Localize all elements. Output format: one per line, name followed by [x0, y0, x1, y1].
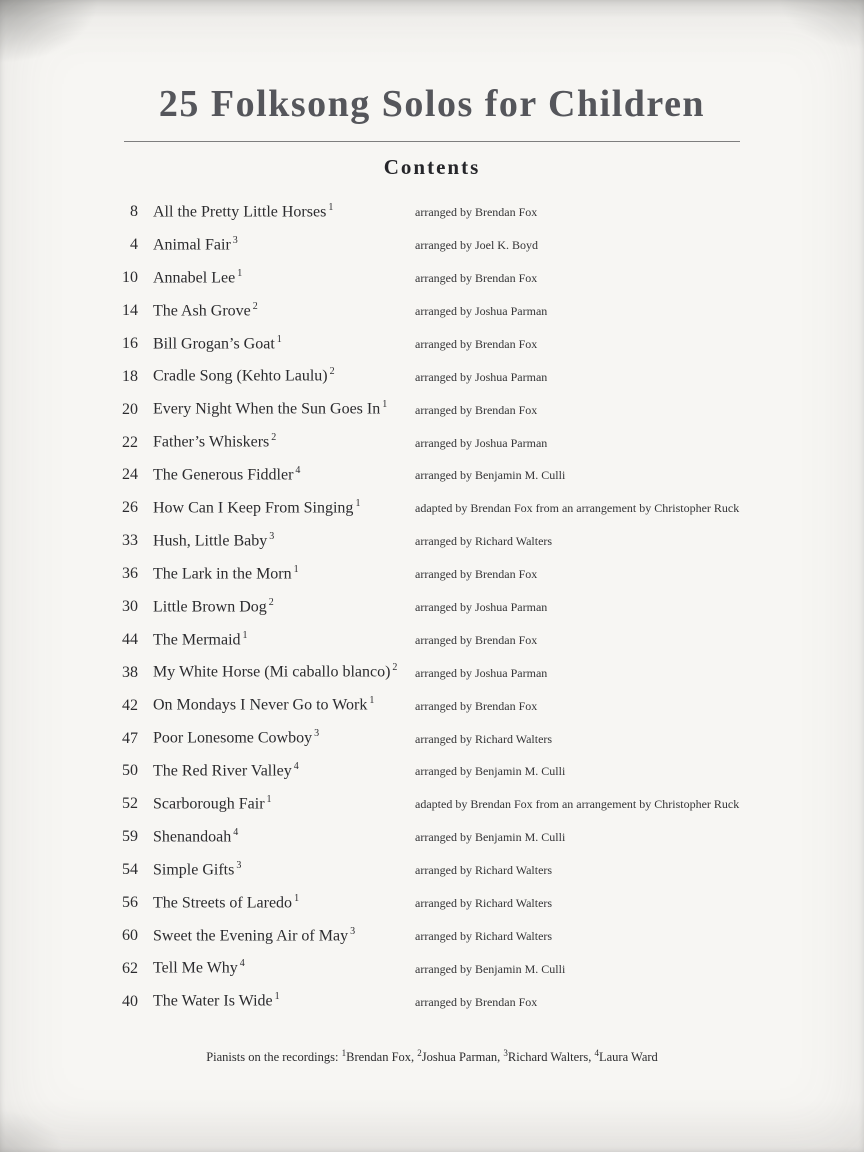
pianist-marker: 1 — [242, 629, 248, 641]
song-title-text: The Mermaid — [153, 630, 241, 648]
arranger-credit: arranged by Benjamin M. Culli — [415, 764, 566, 779]
song-title — [153, 268, 415, 287]
song-title — [153, 794, 415, 813]
arranger-credit: arranged by Brendan Fox — [415, 994, 538, 1009]
page-number: 52 — [122, 795, 138, 813]
song-title — [153, 827, 415, 846]
toc-entry — [92, 827, 804, 860]
song-title-text: Poor Lonesome Cowboy — [153, 729, 313, 747]
pianists-list — [342, 1050, 658, 1064]
page-number: 24 — [122, 466, 138, 484]
page-number: 44 — [122, 630, 138, 648]
song-title-text: The Red River Valley — [153, 762, 292, 780]
pianist-marker: 2 — [271, 432, 277, 444]
song-title-text: My White Horse (Mi caballo blanco) — [153, 663, 391, 681]
toc-entry — [92, 432, 804, 465]
arranger-credit: arranged by Joshua Parman — [415, 665, 548, 680]
song-title-text: Tell Me Why — [153, 959, 238, 977]
toc-entry — [92, 564, 804, 597]
song-title — [153, 991, 415, 1010]
page-number: 62 — [122, 959, 138, 977]
arranger-credit: arranged by Brendan Fox — [415, 205, 538, 220]
pianist-marker: 1 — [266, 794, 272, 806]
arranger-credit: arranged by Joshua Parman — [415, 435, 548, 450]
song-title-text: Father’s Whiskers — [153, 433, 270, 451]
toc-entry — [92, 893, 804, 926]
song-title-text: The Ash Grove — [153, 302, 251, 319]
song-title-text: The Generous Fiddler — [153, 466, 294, 484]
arranger-credit: adapted by Brendan Fox from an arrangement by Christopher Ruck — [415, 797, 740, 812]
song-title — [153, 926, 415, 945]
song-title — [153, 399, 415, 418]
page-number: 26 — [122, 499, 138, 517]
toc-entry — [92, 465, 804, 498]
toc-entry — [92, 498, 804, 531]
arranger-credit: arranged by Brendan Fox — [415, 336, 538, 351]
pianist-marker: 1 — [294, 892, 300, 904]
page-number: 47 — [122, 729, 138, 747]
arranger-credit: arranged by Benjamin M. Culli — [415, 961, 566, 976]
song-title — [153, 597, 415, 616]
toc-entry — [92, 695, 804, 728]
song-title — [153, 761, 415, 780]
song-title-text: Hush, Little Baby — [153, 532, 268, 550]
pianist-marker: 1 — [382, 399, 388, 411]
toc-entry — [92, 399, 804, 432]
song-title-text: Annabel Lee — [153, 269, 236, 287]
arranger-credit: arranged by Benjamin M. Culli — [415, 830, 566, 845]
arranger-credit: arranged by Joel K. Boyd — [415, 238, 538, 253]
song-title-text: Scarborough Fair — [153, 795, 265, 813]
song-title-text: Animal Fair — [153, 236, 231, 254]
arranger-credit: arranged by Richard Walters — [415, 731, 553, 746]
page-number: 56 — [122, 894, 138, 912]
song-title — [153, 531, 415, 550]
toc-entry — [92, 926, 804, 959]
page-number: 22 — [122, 433, 138, 451]
arranger-credit: arranged by Brendan Fox — [415, 402, 538, 417]
pianist-marker: 2 — [329, 366, 335, 378]
page-number: 30 — [122, 598, 138, 616]
pianist-marker: 3 — [236, 859, 242, 871]
pianist-marker: 2 — [252, 300, 258, 312]
page-number: 36 — [122, 565, 138, 583]
toc-entry — [92, 728, 804, 761]
pianist-marker: 3 — [350, 925, 356, 937]
song-title-text: Shenandoah — [153, 828, 232, 846]
song-title-text: Sweet the Evening Air of May — [153, 926, 349, 944]
pianist-name: Laura Ward — [598, 1050, 658, 1065]
pianist-marker: 3 — [503, 1048, 508, 1058]
page-number: 20 — [122, 400, 138, 418]
song-title — [153, 860, 415, 879]
page-number: 54 — [122, 861, 138, 879]
song-title-text: Every Night When the Sun Goes In — [153, 400, 381, 418]
arranger-credit: arranged by Richard Walters — [415, 863, 553, 878]
song-title-text: The Lark in the Morn — [153, 565, 292, 583]
pianist-marker: 3 — [232, 234, 238, 246]
pianist-marker: 2 — [417, 1048, 422, 1058]
song-title — [153, 301, 415, 320]
toc-entry — [92, 268, 804, 301]
pianist-marker: 1 — [369, 695, 375, 707]
page-number: 10 — [122, 269, 138, 287]
song-title — [153, 334, 415, 353]
page-number: 8 — [130, 203, 138, 221]
song-title-text: Simple Gifts — [153, 861, 235, 879]
page-number: 42 — [122, 696, 138, 714]
page-number: 60 — [122, 926, 138, 944]
song-title — [153, 893, 415, 912]
contents-list — [92, 202, 804, 1024]
song-title — [153, 958, 415, 977]
arranger-credit: arranged by Brendan Fox — [415, 632, 538, 647]
pianist-marker: 2 — [268, 596, 274, 608]
page-number: 38 — [122, 663, 138, 681]
pianist-marker: 4 — [295, 465, 301, 477]
book-title: 25 Folksong Solos for Children — [158, 83, 706, 125]
pianist-name: Brendan Fox, — [346, 1050, 418, 1065]
arranger-credit: arranged by Brendan Fox — [415, 271, 538, 286]
toc-entry — [92, 366, 804, 399]
toc-entry — [92, 301, 804, 334]
toc-entry — [92, 991, 804, 1024]
page-number: 59 — [122, 828, 138, 846]
toc-entry — [92, 597, 804, 630]
arranger-credit: arranged by Richard Walters — [415, 928, 553, 943]
page-number: 40 — [122, 992, 138, 1010]
song-title-text: On Mondays I Never Go to Work — [153, 696, 368, 714]
song-title — [153, 465, 415, 484]
pianist-marker: 1 — [276, 333, 282, 345]
page-number: 50 — [122, 762, 138, 780]
song-title-text: Little Brown Dog — [153, 598, 267, 616]
arranger-credit: arranged by Joshua Parman — [415, 369, 548, 384]
contents-heading: Contents — [383, 154, 481, 179]
arranger-credit: arranged by Brendan Fox — [415, 698, 538, 713]
arranger-credit: arranged by Joshua Parman — [415, 304, 548, 318]
pianist-marker: 4 — [293, 761, 299, 773]
arranger-credit: arranged by Richard Walters — [415, 534, 553, 549]
pianist-marker: 2 — [392, 662, 398, 674]
pianist-marker: 1 — [341, 1048, 347, 1058]
song-title — [153, 728, 415, 747]
song-title-text: The Water Is Wide — [153, 992, 273, 1010]
pianist-marker: 1 — [274, 991, 280, 1003]
arranger-credit: arranged by Benjamin M. Culli — [415, 468, 566, 483]
toc-entry — [92, 761, 804, 794]
pianist-marker: 4 — [594, 1048, 599, 1058]
page-number: 16 — [122, 334, 138, 352]
toc-entry — [92, 662, 804, 695]
song-title-text: The Streets of Laredo — [153, 894, 293, 912]
song-title-text: All the Pretty Little Horses — [153, 203, 327, 221]
toc-entry — [92, 334, 804, 367]
pianist-marker: 3 — [269, 530, 275, 542]
song-title — [153, 630, 415, 649]
toc-entry — [92, 860, 804, 893]
pianist-name: Richard Walters, — [507, 1050, 595, 1065]
pianist-name: Joshua Parman, — [421, 1050, 504, 1065]
pianist-marker: 1 — [293, 563, 299, 575]
toc-entry — [92, 202, 804, 235]
page-number: 4 — [130, 236, 138, 254]
pianists-footnote — [0, 1048, 864, 1065]
song-title-text: How Can I Keep From Singing — [153, 499, 354, 517]
song-title — [153, 235, 415, 254]
song-title-text: Bill Grogan’s Goat — [153, 334, 275, 352]
song-title-text: Cradle Song (Kehto Laulu) — [153, 367, 328, 385]
song-title — [153, 366, 415, 385]
toc-entry — [92, 235, 804, 268]
arranger-credit: adapted by Brendan Fox from an arrangement by Christopher Ruck — [415, 501, 740, 516]
song-title — [153, 695, 415, 714]
arranger-credit: arranged by Joshua Parman — [415, 600, 548, 615]
page-number: 14 — [122, 302, 138, 319]
toc-entry — [92, 630, 804, 663]
toc-entry — [92, 531, 804, 564]
footnote-prefix: Pianists on the recordings: — [206, 1050, 342, 1065]
pianist-marker: 1 — [355, 498, 361, 510]
pianist-marker: 1 — [328, 202, 334, 213]
page-header — [124, 84, 740, 180]
title-rule — [124, 141, 740, 142]
song-title — [153, 432, 415, 451]
arranger-credit: arranged by Richard Walters — [415, 896, 553, 911]
song-title — [153, 662, 415, 681]
toc-entry — [92, 794, 804, 827]
pianist-marker: 3 — [314, 728, 320, 740]
song-title — [153, 498, 415, 517]
page-number: 33 — [122, 532, 138, 550]
pianist-marker: 4 — [233, 826, 239, 838]
song-title — [153, 202, 415, 221]
song-title — [153, 564, 415, 583]
pianist-marker: 1 — [237, 267, 243, 279]
page-number: 18 — [122, 367, 138, 385]
pianist-marker: 4 — [239, 958, 245, 970]
toc-entry — [92, 958, 804, 991]
arranger-credit: arranged by Brendan Fox — [415, 567, 538, 582]
